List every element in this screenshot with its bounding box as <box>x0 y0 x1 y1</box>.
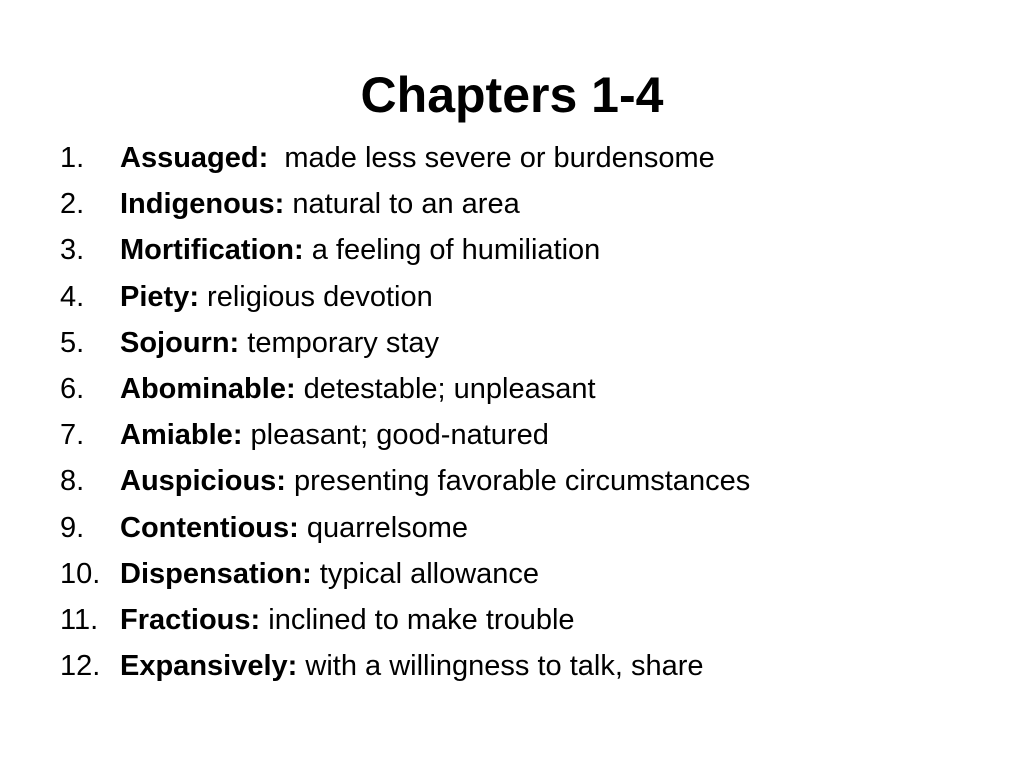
list-item <box>60 320 1000 366</box>
item-number: 11. <box>60 603 99 636</box>
list-item <box>60 643 1000 689</box>
vocab-term: Expansively: <box>120 650 298 683</box>
vocab-definition: natural to an area <box>284 188 520 221</box>
list-item <box>60 551 1000 597</box>
item-number: 2. <box>60 188 85 221</box>
item-number: 12. <box>60 650 101 683</box>
vocab-definition: typical allowance <box>311 557 540 590</box>
item-number: 10. <box>60 557 101 590</box>
item-text <box>120 551 539 597</box>
vocab-term: Sojourn: <box>120 326 240 359</box>
vocab-definition: inclined to make trouble <box>260 603 575 636</box>
item-text <box>120 181 520 227</box>
vocab-term: Dispensation: <box>120 557 312 590</box>
item-number: 8. <box>60 465 85 498</box>
item-text <box>120 135 715 181</box>
item-text <box>120 505 468 551</box>
vocab-definition: with a willingness to talk, share <box>297 650 704 683</box>
vocab-definition: quarrelsome <box>298 511 469 544</box>
slide-title: Chapters 1-4 <box>360 67 664 123</box>
item-text <box>120 412 549 458</box>
vocab-term: Abominable: <box>120 372 296 405</box>
item-text <box>120 320 439 366</box>
vocab-definition: pleasant; good-natured <box>242 419 549 452</box>
list-item <box>60 274 1000 320</box>
item-text <box>120 643 704 689</box>
list-item <box>60 412 1000 458</box>
vocab-definition: detestable; unpleasant <box>295 372 596 405</box>
vocabulary-list <box>60 135 1000 689</box>
item-text <box>120 366 596 412</box>
vocab-term: Indigenous: <box>120 188 285 221</box>
item-text <box>120 274 433 320</box>
vocab-term: Mortification: <box>120 234 304 267</box>
list-item <box>60 181 1000 227</box>
item-number: 7. <box>60 419 85 452</box>
item-number: 3. <box>60 234 85 267</box>
vocab-term: Contentious: <box>120 511 299 544</box>
vocab-definition: temporary stay <box>239 326 440 359</box>
item-number: 6. <box>60 372 85 405</box>
vocab-definition: made less severe or burdensome <box>268 142 715 174</box>
list-item <box>60 597 1000 643</box>
item-number: 5. <box>60 326 85 359</box>
list-item <box>60 458 1000 504</box>
item-number: 4. <box>60 280 85 313</box>
vocab-term: Fractious: <box>120 603 261 636</box>
item-number: 1. <box>60 142 85 174</box>
vocab-term: Assuaged: <box>120 142 269 174</box>
vocab-definition: religious devotion <box>198 280 433 313</box>
item-number: 9. <box>60 511 85 544</box>
vocab-term: Piety: <box>120 280 199 313</box>
vocab-term: Amiable: <box>120 419 243 452</box>
list-item <box>60 505 1000 551</box>
list-item <box>60 135 1000 181</box>
vocab-definition: a feeling of humiliation <box>303 234 601 267</box>
item-text <box>120 227 600 273</box>
vocab-term: Auspicious: <box>120 465 286 498</box>
item-text <box>120 458 750 504</box>
item-text <box>120 597 575 643</box>
list-item <box>60 227 1000 273</box>
list-item <box>60 366 1000 412</box>
vocab-definition: presenting favorable circumstances <box>285 465 751 498</box>
